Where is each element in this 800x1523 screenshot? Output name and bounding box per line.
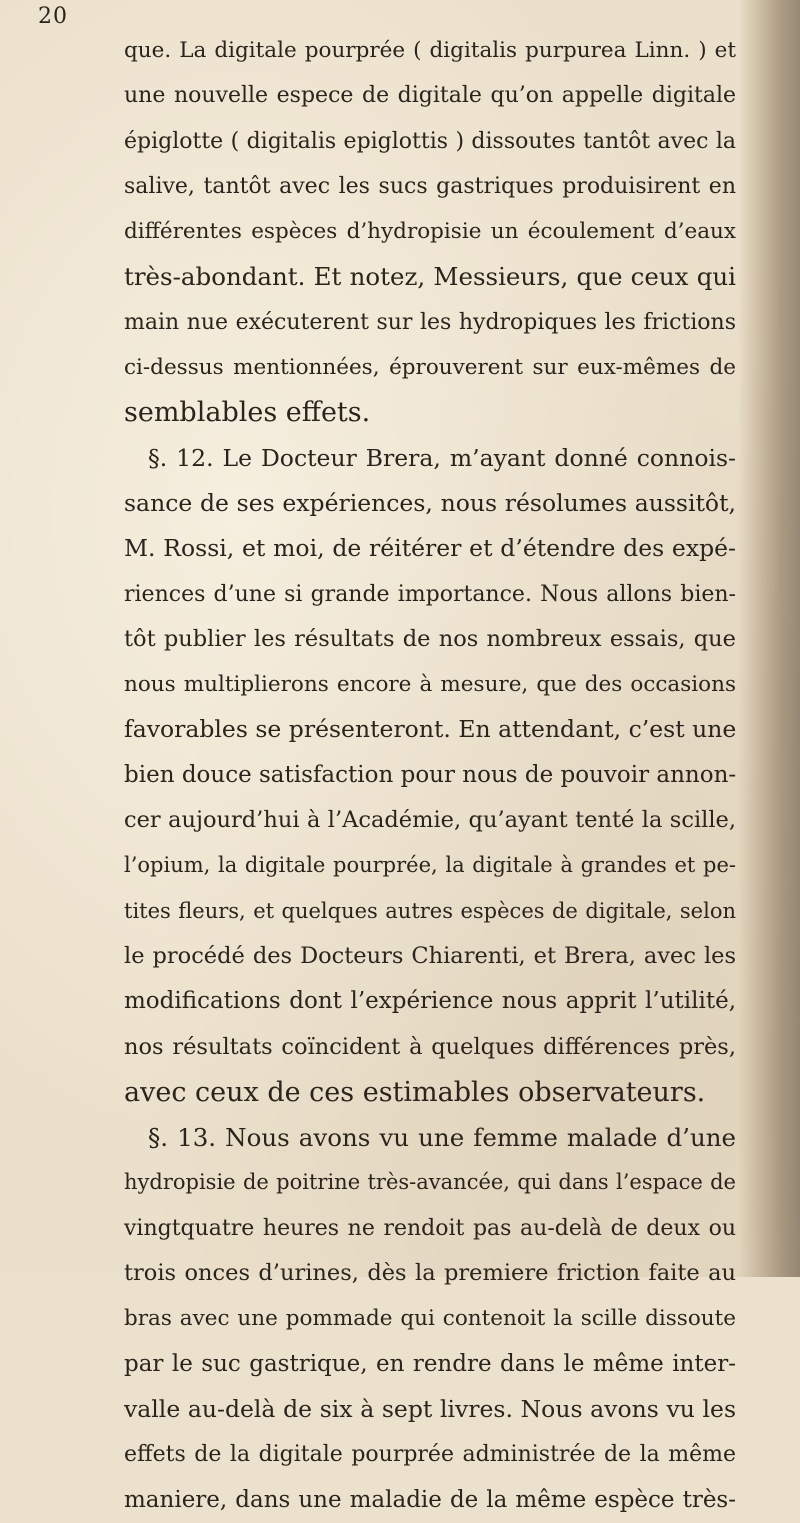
text-line: par le suc gastrique, en rendre dans le même inter- xyxy=(124,1350,736,1377)
text-line: épiglotte ( digitalis epiglottis ) dissoutes tantôt avec la xyxy=(124,128,736,154)
text-line: nos résultats coïncident à quelques différences près, xyxy=(124,1033,736,1060)
text-line: M. Rossi, et moi, de réitérer et d’étendre des expé- xyxy=(124,534,736,563)
text-line: bras avec une pommade qui contenoit la scille dissoute xyxy=(124,1306,736,1332)
text-line: §. 12. Le Docteur Brera, m’ayant donné connois- xyxy=(148,443,736,472)
text-line: avec ceux de ces estimables observateurs. xyxy=(124,1076,706,1108)
text-line: bien douce satisfaction pour nous de pouvoir annon- xyxy=(124,761,736,788)
text-line: ci-dessus mentionnées, éprouverent sur eux-mêmes de xyxy=(124,355,736,381)
text-line: sance de ses expériences, nous résolumes aussitôt, xyxy=(124,488,736,517)
text-line: vingtquatre heures ne rendoit pas au-delà de deux ou xyxy=(124,1215,736,1241)
text-line: semblables effets. xyxy=(124,397,371,429)
text-line: différentes espèces d’hydropisie un écoulement d’eaux xyxy=(124,219,736,245)
text-line: favorables se présenteront. En attendant, c’est une xyxy=(124,715,736,744)
text-line: §. 13. Nous avons vu une femme malade d’une xyxy=(148,1123,736,1153)
text-line: tites fleurs, et quelques autres espèces de digitale, selon xyxy=(124,898,736,923)
page-number: 20 xyxy=(38,4,68,29)
text-line: très-abondant. Et notez, Messieurs, que ceux qui xyxy=(124,262,736,292)
text-line: une nouvelle espece de digitale qu’on appelle digitale xyxy=(124,83,736,109)
text-line: tôt publier les résultats de nos nombreux essais, que xyxy=(124,625,736,652)
body-text xyxy=(124,28,736,1523)
text-line: effets de la digitale pourprée administrée de la même xyxy=(124,1442,736,1468)
text-line: riences d’une si grande importance. Nous allons bien- xyxy=(124,581,736,607)
text-line: maniere, dans une maladie de la même espèce très- xyxy=(124,1486,736,1513)
text-line: que. La digitale pourprée ( digitalis purpurea Linn. ) et xyxy=(124,38,736,63)
text-line: l’opium, la digitale pourprée, la digitale à grandes et pe- xyxy=(124,853,736,878)
page-gutter-shadow xyxy=(738,0,800,1277)
text-line: valle au-delà de six à sept livres. Nous avons vu les xyxy=(124,1394,736,1423)
text-line: hydropisie de poitrine très-avancée, qui dans l’espace de xyxy=(124,1170,736,1195)
text-line: cer aujourd’hui à l’Académie, qu’ayant tenté la scille, xyxy=(124,807,736,834)
text-line: trois onces d’urines, dès la premiere friction faite au xyxy=(124,1260,736,1287)
text-line: modifications dont l’expérience nous apprit l’utilité, xyxy=(124,988,736,1015)
text-line: salive, tantôt avec les sucs gastriques produisirent en xyxy=(124,173,736,199)
text-line: le procédé des Docteurs Chiarenti, et Brera, avec les xyxy=(124,942,736,969)
text-line: nous multiplierons encore à mesure, que des occasions xyxy=(124,672,736,698)
text-line: main nue exécuterent sur les hydropiques les frictions xyxy=(124,309,736,335)
